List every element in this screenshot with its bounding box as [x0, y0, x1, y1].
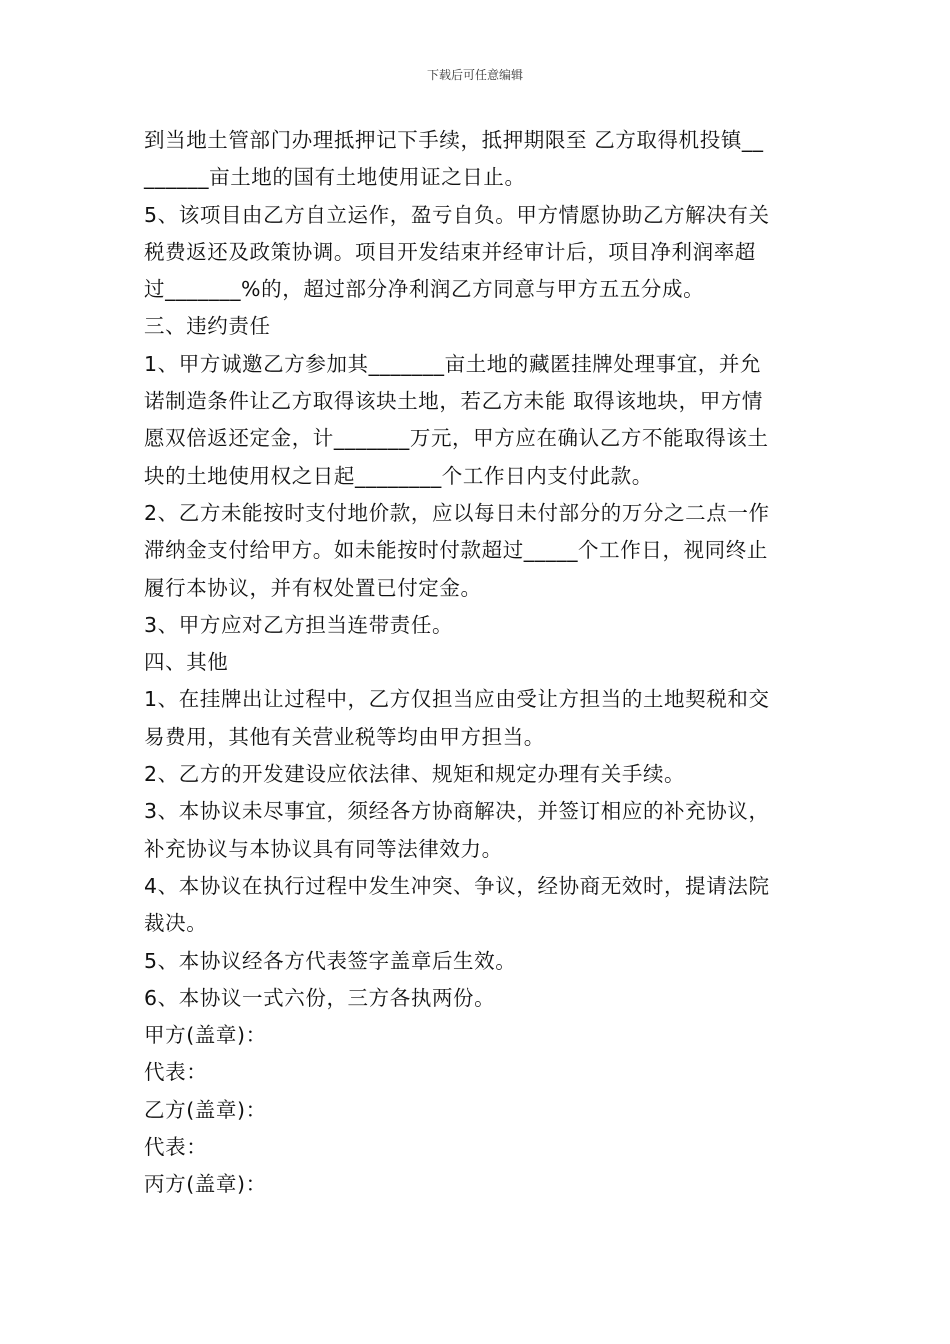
text-line: 过_______%的，超过部分净利润乙方同意与甲方五五分成。: [144, 277, 705, 302]
text-line: 易费用，其他有关营业税等均由甲方担当。: [144, 724, 545, 749]
text-line: 3、甲方应对乙方担当连带责任。: [144, 612, 454, 637]
text-line: ______亩土地的国有土地使用证之日止。: [144, 165, 526, 190]
signature-line: 代表：: [144, 1060, 208, 1085]
text-line: 愿双倍返还定金，计_______万元，甲方应在确认乙方不能取得该土: [144, 426, 769, 451]
section-heading: 三、违约责任: [144, 314, 271, 339]
signature-line: 乙方(盖章)：: [144, 1097, 267, 1122]
text-line: 1、甲方诚邀乙方参加其_______亩土地的藏匿挂牌处理事宜，并允: [144, 351, 762, 376]
text-line: 2、乙方未能按时支付地价款，应以每日未付部分的万分之二点一作: [144, 500, 770, 525]
text-line: 到当地土管部门办理抵押记下手续，抵押期限至 乙方取得机投镇__: [144, 128, 764, 152]
text-line: 1、在挂牌出让过程中，乙方仅担当应由受让方担当的土地契税和交: [144, 687, 770, 712]
signature-line: 甲方(盖章)：: [144, 1023, 267, 1048]
page-header: 下载后可任意编辑: [426, 68, 523, 82]
text-line: 2、乙方的开发建设应依法律、规矩和规定办理有关手续。: [144, 762, 686, 787]
text-line: 裁决。: [144, 911, 208, 936]
text-line: 5、该项目由乙方自立运作，盈亏自负。甲方情愿协助乙方解决有关: [144, 202, 770, 227]
text-line: 6、本协议一式六份，三方各执两份。: [144, 985, 496, 1010]
text-line: 税费返还及政策协调。项目开发结束并经审计后，项目净利润率超: [144, 239, 756, 264]
text-line: 补充协议与本协议具有同等法律效力。: [144, 836, 503, 861]
signature-line: 丙方(盖章)：: [144, 1172, 267, 1197]
text-line: 3、本协议未尽事宜，须经各方协商解决，并签订相应的补充协议，: [144, 799, 770, 824]
text-line: 5、本协议经各方代表签字盖章后生效。: [144, 948, 517, 973]
section-heading: 四、其他: [144, 650, 229, 675]
text-line: 块的土地使用权之日起________个工作日内支付此款。: [144, 463, 653, 488]
text-line: 4、本协议在执行过程中发生冲突、争议，经协商无效时，提请法院: [144, 873, 770, 898]
signature-line: 代表：: [144, 1135, 208, 1160]
document-body: [144, 122, 808, 1204]
text-line: 诺制造条件让乙方取得该块土地，若乙方未能 取得该地块，甲方情: [144, 389, 764, 414]
text-line: 履行本协议，并有权处置已付定金。: [144, 575, 482, 600]
text-line: 滞纳金支付给甲方。如未能按时付款超过_____个工作日，视同终止: [144, 538, 768, 563]
